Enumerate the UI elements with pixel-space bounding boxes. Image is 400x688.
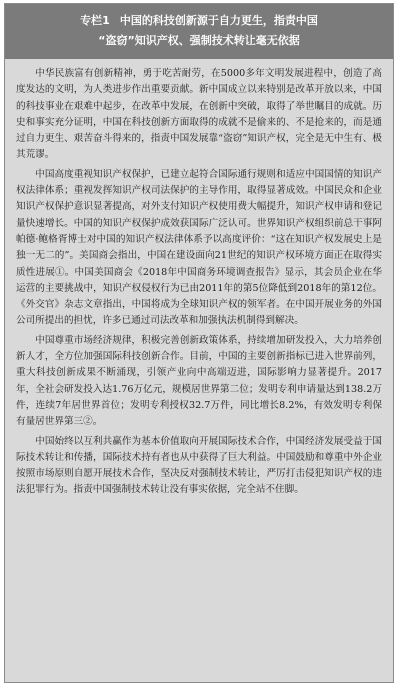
box-title-line-2: “盗窃”知识产权、强制技术转让毫无依据	[98, 34, 300, 47]
paragraph-3: 中国尊重市场经济规律，积极完善创新政策体系，持续增加研发投入，大力培养创新人才，全方位加强国际科技创新合作。目前，中国的主要创新指标已进入世界前列，重大科技创新成果不断涌现，引领产业向中高端迈进，国际影响力显著提升。2017年，全社会研发投入达1.76万亿元，规模居世界第二位；发明专利申请量达到138.2万件，连续7年居世界首位；发明专利授权32.7万件，同比增长8.2%，有效发明专利保有量居世界第三②。	[16, 334, 382, 428]
box-content	[5, 59, 393, 499]
box-title-line-1	[13, 11, 385, 31]
paragraph-2: 中国高度重视知识产权保护，已建立起符合国际通行规则和适应中国国情的知识产权法律体系；重视发挥知识产权司法保护的主导作用，取得显著成效。中国民众和企业知识产权保护意识显著提高，对外支付知识产权使用费大幅提升，知识产权申请和登记量快速增长。中国的知识产权保护成效获国际广泛认可。世界知识产权组织前总干事阿帕德·鲍格胥博士对中国的知识产权法律体系予以高度评价：“这在知识产权发展史上是独一无二的”。美国商会指出，中国在建设面向21世纪的知识产权环境方面正在取得实质性进展①。中国美国商会《2018年中国商务环境调查报告》显示，其会员企业在华运营的主要挑战中，知识产权侵权行为已由2011年的第5位降低到2018年的第12位。《外交官》杂志文章指出，中国将成为全球知识产权的领军者。在中国开展业务的外国公司所提出的担忧，许多已通过司法改革和加强执法机制得到解决。	[16, 168, 382, 327]
sidebar-box	[4, 3, 394, 683]
box-header	[5, 4, 393, 59]
paragraph-4: 中国始终以互利共赢作为基本价值取向开展国际技术合作，中国经济发展受益于国际技术转让和传播，国际技术持有者也从中获得了巨大利益。中国鼓励和尊重中外企业按照市场原则自愿开展技术合作，坚决反对强制技术转让，严厉打击侵犯知识产权的违法犯罪行为。指责中国强制技术转让没有事实依据，完全站不住脚。	[16, 435, 382, 496]
paragraph-1: 中华民族富有创新精神，勇于吃苦耐劳，在5000多年文明发展进程中，创造了高度发达的文明，为人类进步作出重要贡献。新中国成立以来特别是改革开放以来，中国的科技事业在艰难中起步，在改革中发展，在创新中突破，取得了举世瞩目的成就。历史和事实充分证明，中国在科技创新方面取得的成就不是偷来的、不是抢来的，而是通过自力更生、艰苦奋斗得来的，指责中国发展靠“盗窃”知识产权，完全是无中生有、极其荒谬。	[16, 68, 382, 161]
box-label: 专栏1	[80, 14, 110, 27]
box-title-part-1: 中国的科技创新源于自力更生，指责中国	[119, 14, 318, 27]
